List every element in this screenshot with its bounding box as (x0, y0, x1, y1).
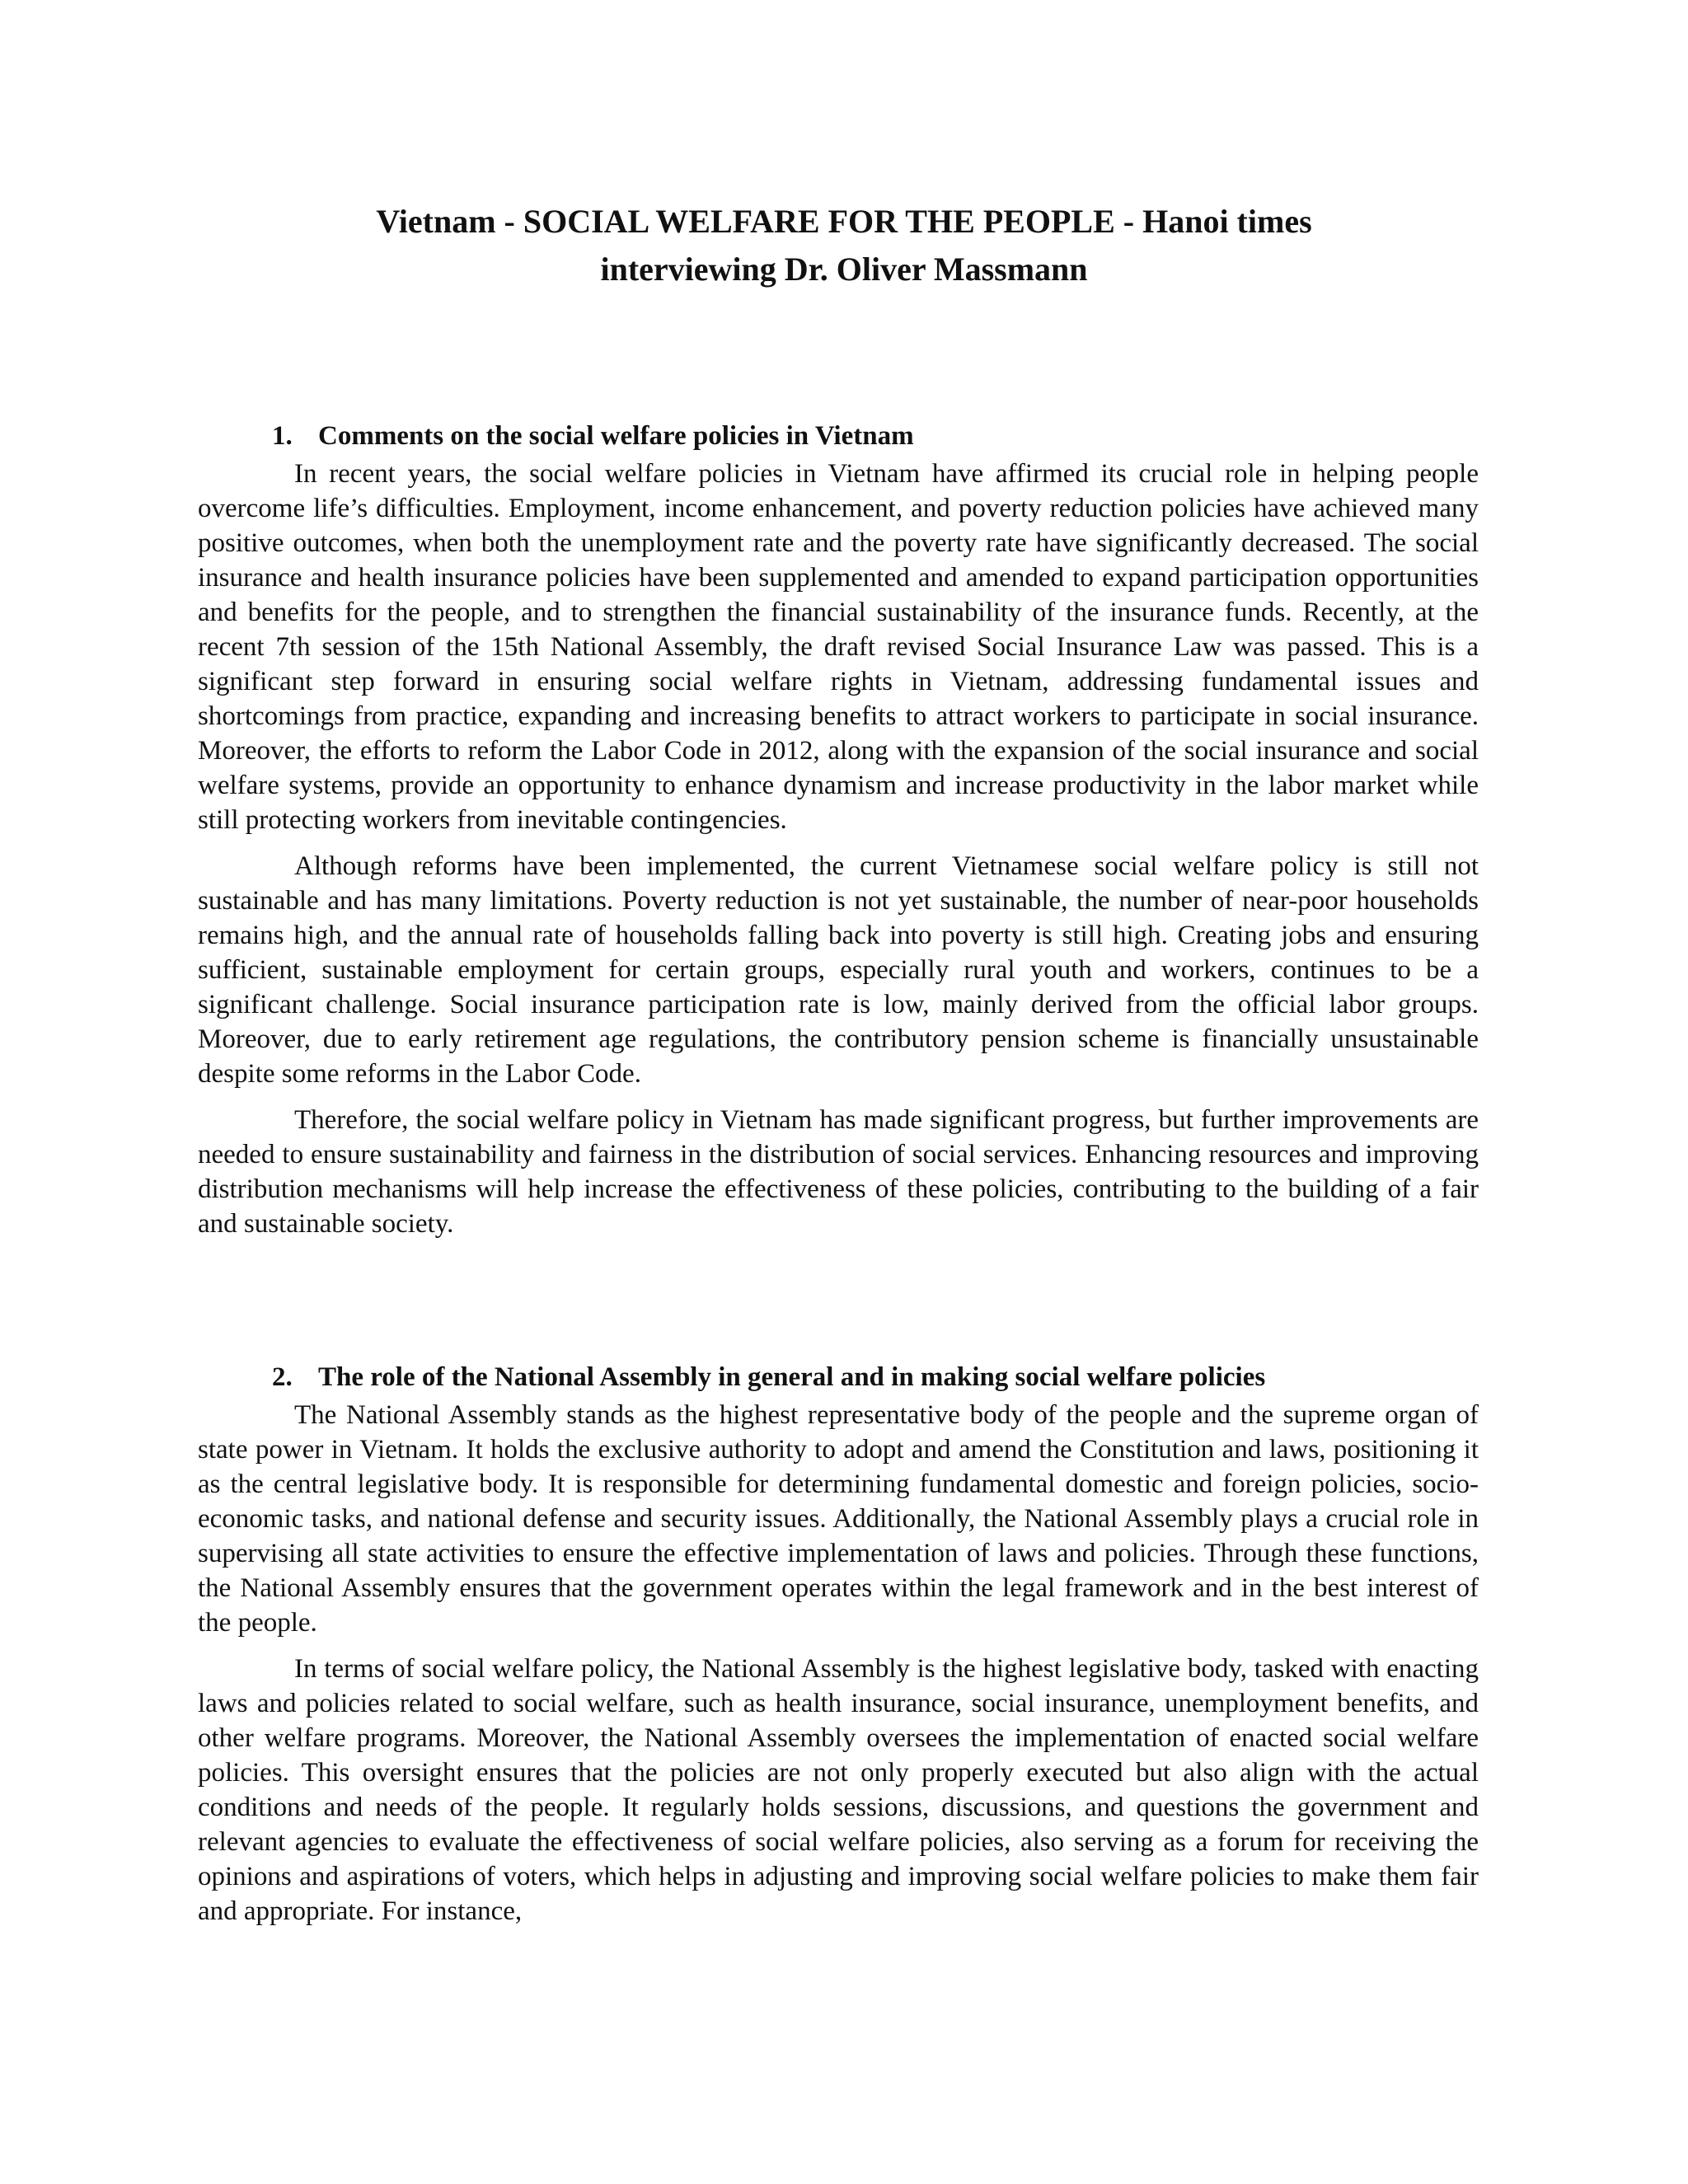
section-number: 2. (272, 1362, 293, 1392)
title-line-2: interviewing Dr. Oliver Massmann (600, 251, 1088, 288)
section-1 (198, 419, 1479, 1253)
paragraph: In terms of social welfare policy, the National Assembly is the highest legislative body, tasked with enacting laws and policies related to social welfare, such as health insurance, social insurance, unemployment benefits, and other welfare programs. Moreover, the National Assembly oversees the implementation of enacted social welfare policies. This oversight ensures that the policies are not only properly executed but also align with the actual conditions and needs of the people. It regularly holds sessions, discussions, and questions the government and relevant agencies to evaluate the effectiveness of social welfare policies, also serving as a forum for receiving the opinions and aspirations of voters, which helps in adjusting and improving social welfare policies to make them fair and appropriate. For instance, (198, 1654, 1479, 1926)
section-heading-text: The role of the National Assembly in general and in making social welfare policies (318, 1362, 1266, 1392)
paragraph: Therefore, the social welfare policy in Vietnam has made significant progress, but further improvements are needed to ensure sustainability and fairness in the distribution of social services. Enhancing resources and improving distribution mechanisms will help increase the effectiveness of these policies, contributing to the building of a fair and sustainable society. (198, 1105, 1479, 1239)
section-2 (198, 1360, 1479, 1940)
section-number: 1. (272, 421, 293, 451)
section-heading (198, 1360, 1479, 1394)
title-line-1: Vietnam - SOCIAL WELFARE FOR THE PEOPLE - Hanoi times (376, 203, 1312, 240)
paragraph: Although reforms have been implemented, the current Vietnamese social welfare policy is still not sustainable and has many limitations. Poverty reduction is not yet sustainable, the number of near-poor households remains high, and the annual rate of households falling back into poverty is still high. Creating jobs and ensuring sufficient, sustainable employment for certain groups, especially rural youth and workers, continues to be a significant challenge. Social insurance participation rate is low, mainly derived from the official labor groups. Moreover, due to early retirement age regulations, the contributory pension scheme is financially unsustainable despite some reforms in the Labor Code. (198, 851, 1479, 1089)
paragraph: The National Assembly stands as the highest representative body of the people and the supreme organ of state power in Vietnam. It holds the exclusive authority to adopt and amend the Constitution and laws, positioning it as the central legislative body. It is responsible for determining fundamental domestic and foreign policies, socio-economic tasks, and national defense and security issues. Additionally, the National Assembly plays a crucial role in supervising all state activities to ensure the effective implementation of laws and policies. Through these functions, the National Assembly ensures that the government operates within the legal framework and in the best interest of the people. (198, 1400, 1479, 1638)
document-title (198, 198, 1490, 293)
section-heading-text: Comments on the social welfare policies in Vietnam (318, 421, 914, 451)
paragraph: In recent years, the social welfare policies in Vietnam have affirmed its crucial role in helping people overcome life’s difficulties. Employment, income enhancement, and poverty reduction policies have achieved many positive outcomes, when both the unemployment rate and the poverty rate have significantly decreased. The social insurance and health insurance policies have been supplemented and amended to expand participation opportunities and benefits for the people, and to strengthen the financial sustainability of the insurance funds. Recently, at the recent 7th session of the 15th National Assembly, the draft revised Social Insurance Law was passed. This is a significant step forward in ensuring social welfare rights in Vietnam, addressing fundamental issues and shortcomings from practice, expanding and increasing benefits to attract workers to participate in social insurance. Moreover, the efforts to reform the Labor Code in 2012, along with the expansion of the social insurance and social welfare systems, provide an opportunity to enhance dynamism and increase productivity in the labor market while still protecting workers from inevitable contingencies. (198, 459, 1479, 835)
section-heading (198, 419, 1479, 453)
